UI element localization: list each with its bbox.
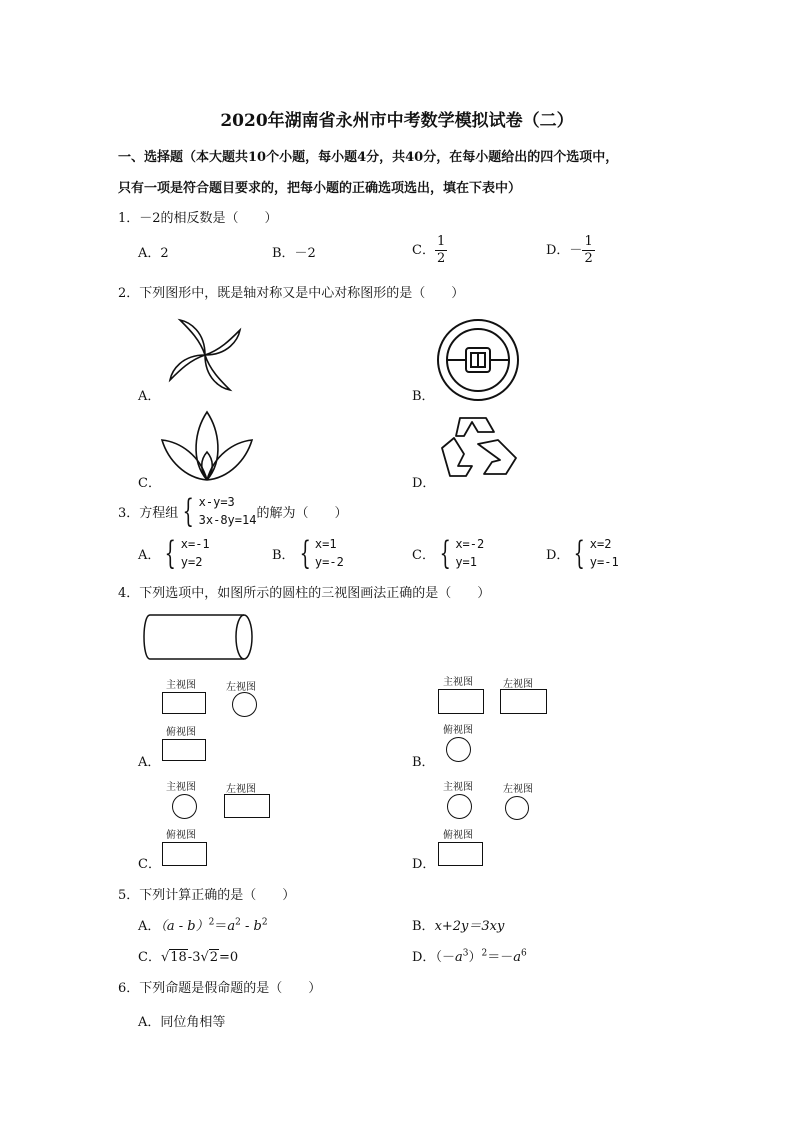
question-3-stem xyxy=(118,491,347,531)
q5-option-b xyxy=(412,915,504,934)
qc-left-view-rect xyxy=(224,794,270,818)
qa-left-view-label: 左视图 xyxy=(226,682,256,693)
q3-stem-prefix: 3．方程组 xyxy=(118,505,179,521)
q2-option-c: C． xyxy=(138,476,161,491)
q3-equation-1: x-y=3 xyxy=(198,495,235,509)
section-heading-line1: 一、选择题（本大题共10个小题，每小题4分，共40分，在每小题给出的四个选项中， xyxy=(118,150,619,165)
left-brace-icon: { xyxy=(182,492,195,530)
qd-left-view-label: 左视图 xyxy=(503,784,533,795)
q4-option-b: B． xyxy=(412,755,435,770)
q5-option-b-expression: x+2y＝3xy xyxy=(434,919,505,934)
qd-front-view-label: 主视图 xyxy=(443,782,473,793)
q3-equation-2: 3x-8y=14 xyxy=(198,513,257,527)
q1-option-d-label: D．－ xyxy=(546,243,583,258)
q1-option-b: B．－2 xyxy=(272,246,316,261)
q3-option-b-label: B． xyxy=(272,547,295,563)
q5-option-c: C．√18-3√2=0 xyxy=(138,950,239,965)
qb-front-view-label: 主视图 xyxy=(443,677,473,688)
q3-option-d-label: D． xyxy=(546,547,570,563)
q3-d-x: x=2 xyxy=(589,537,612,551)
q3-option-a xyxy=(138,533,210,573)
q3-option-d xyxy=(546,533,619,573)
q3-stem-suffix: 的解为（ ） xyxy=(256,505,348,521)
q5-option-d: D．$(-a^3)^2=-a^6$ xyxy=(412,948,527,965)
qc-top-view-rect xyxy=(162,842,207,866)
q3-option-d-system xyxy=(590,535,619,571)
q3-option-c-label: C． xyxy=(412,547,435,563)
qc-top-view-label: 俯视图 xyxy=(166,830,196,841)
left-brace-icon: { xyxy=(439,534,451,572)
q4-option-a: A． xyxy=(138,755,161,770)
qb-left-view-rect xyxy=(500,689,547,714)
q3-option-b xyxy=(272,533,344,573)
lotus-figure xyxy=(160,410,254,482)
q3-option-b-system xyxy=(315,535,344,571)
q1-option-c-fraction xyxy=(435,234,447,267)
qc-left-view-label: 左视图 xyxy=(226,784,256,795)
q2-option-a: A． xyxy=(138,389,161,404)
cylinder-figure xyxy=(140,612,256,662)
fraction-numerator: 1 xyxy=(584,234,593,249)
q3-option-c xyxy=(412,533,484,573)
q1-option-c-label: C． xyxy=(412,243,435,258)
question-4-stem: 4．下列选项中，如图所示的圆柱的三视图画法正确的是（ ） xyxy=(118,586,491,601)
q4-option-d: D． xyxy=(412,857,436,872)
qc-front-view-circle xyxy=(172,794,197,819)
qc-front-view-label: 主视图 xyxy=(166,782,196,793)
q2-option-b: B． xyxy=(412,389,435,404)
q3-equation-system xyxy=(199,493,257,529)
q1-option-d xyxy=(546,234,595,267)
q3-a-x: x=-1 xyxy=(180,537,210,551)
pinwheel-figure xyxy=(160,310,250,400)
q2-option-d: D． xyxy=(412,476,436,491)
q6-option-a: A．同位角相等 xyxy=(138,1015,226,1030)
qa-front-view-rect xyxy=(162,692,206,714)
qa-front-view-label: 主视图 xyxy=(166,680,196,691)
q3-b-x: x=1 xyxy=(314,537,337,551)
qb-front-view-rect xyxy=(438,689,484,714)
qa-left-view-circle xyxy=(232,692,257,717)
qd-left-view-circle xyxy=(505,796,529,820)
fraction-denominator: 2 xyxy=(436,251,446,266)
qb-left-view-label: 左视图 xyxy=(503,679,533,690)
left-brace-icon: { xyxy=(164,534,177,572)
section-heading-line2: 只有一项是符合题目要求的，把每小题的正确选项选出，填在下表中） xyxy=(118,181,522,196)
qd-front-view-circle xyxy=(447,794,472,819)
q5-option-b-label: B． xyxy=(412,919,435,934)
q3-d-y: y=-1 xyxy=(589,555,619,569)
fraction-numerator: 1 xyxy=(436,234,446,249)
qd-top-view-rect xyxy=(438,842,483,866)
q4-option-c: C． xyxy=(138,857,161,872)
q5-option-a: A．$(a - b)^2=a^2 - b^2$ xyxy=(138,917,268,934)
q5-option-c-label: C． xyxy=(138,950,161,965)
q3-c-y: y=1 xyxy=(455,555,477,569)
fraction-denominator: 2 xyxy=(584,251,593,266)
question-6-stem: 6．下列命题是假命题的是（ ） xyxy=(118,981,322,996)
q3-c-x: x=-2 xyxy=(455,537,485,551)
left-brace-icon: { xyxy=(299,534,311,572)
question-5-stem: 5．下列计算正确的是（ ） xyxy=(118,888,296,903)
coin-figure xyxy=(436,318,520,402)
qb-top-view-label: 俯视图 xyxy=(443,725,473,736)
q3-option-c-system xyxy=(455,535,484,571)
qa-top-view-label: 俯视图 xyxy=(166,727,196,738)
recycle-figure xyxy=(438,414,520,480)
q1-option-a: A．2 xyxy=(138,246,169,261)
q1-option-c xyxy=(412,234,447,267)
qd-top-view-label: 俯视图 xyxy=(443,830,473,841)
q3-b-y: y=-2 xyxy=(314,555,344,569)
page-title: 2020年湖南省永州市中考数学模拟试卷（二） xyxy=(220,111,574,131)
q5-option-d-label: D． xyxy=(412,950,436,965)
q3-option-a-system xyxy=(181,535,210,571)
question-2-stem: 2．下列图形中，既是轴对称又是中心对称图形的是（ ） xyxy=(118,286,465,301)
qa-top-view-rect xyxy=(162,739,206,761)
left-brace-icon: { xyxy=(574,534,586,572)
q5-option-a-label: A． xyxy=(138,919,161,934)
q3-a-y: y=2 xyxy=(180,555,203,569)
question-1-stem: 1．－2的相反数是（ ） xyxy=(118,211,278,226)
q1-option-d-fraction xyxy=(582,234,594,267)
q5-option-a-expression: （a - b） xyxy=(160,919,209,934)
q3-option-a-label: A． xyxy=(138,547,161,563)
qb-top-view-circle xyxy=(446,737,471,762)
